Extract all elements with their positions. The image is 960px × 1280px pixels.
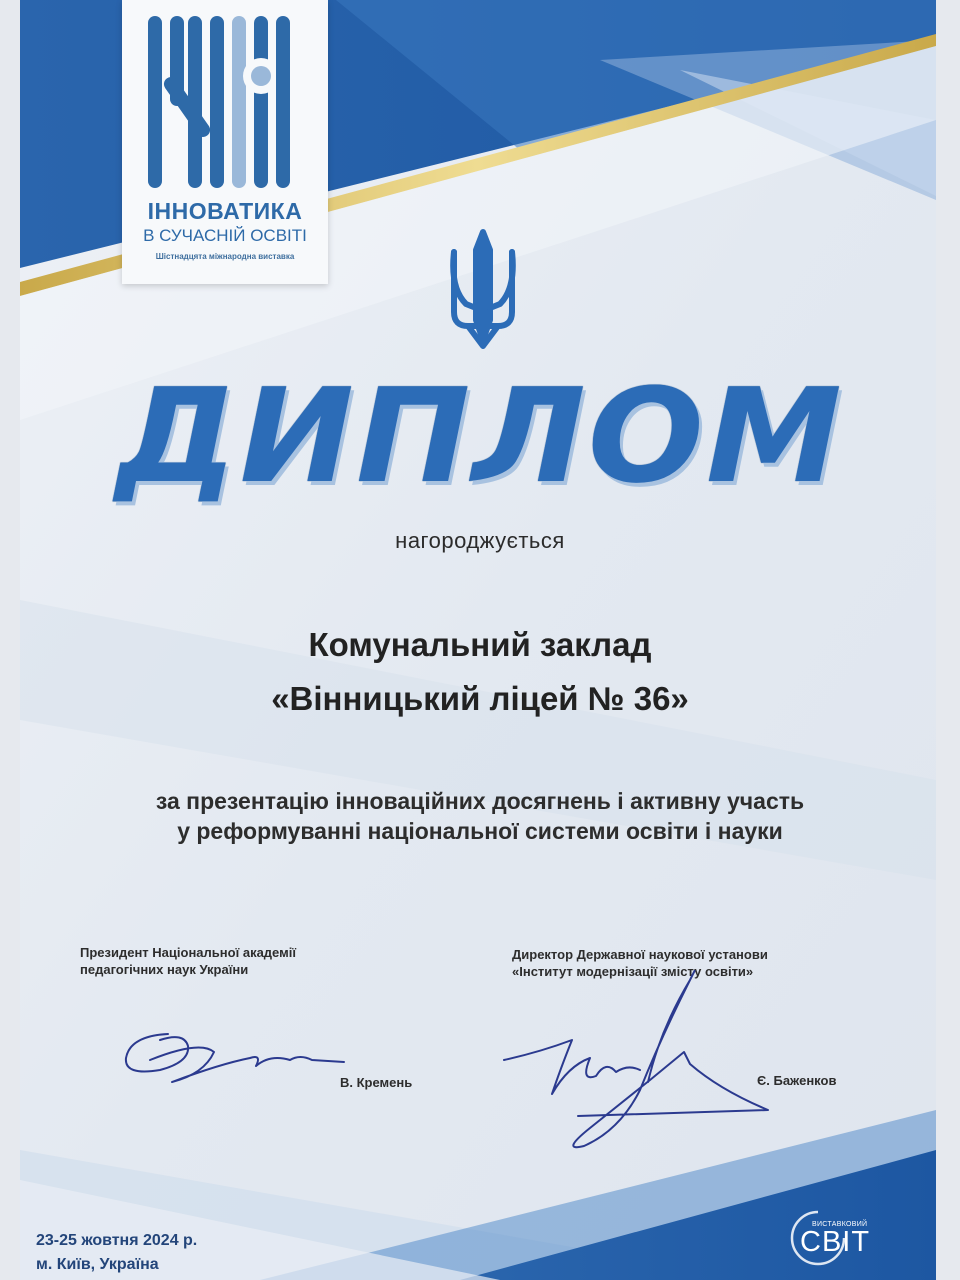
svit-logo-label: ВИСТАВКОВИЙ xyxy=(812,1221,868,1228)
reason-line-2: у реформуванні національної системи освіти і науки xyxy=(177,818,783,844)
reason-line-1: за презентацію інноваційних досягнень і активну участь xyxy=(155,788,805,814)
awarded-text: нагороджується xyxy=(395,528,565,553)
svit-logo-word: СВІТ xyxy=(800,1226,871,1258)
signatory-left-title-line-1: Президент Національної академії xyxy=(80,945,296,960)
exhibition-logo-card xyxy=(122,0,328,284)
signatory-left-name: В. Кремень xyxy=(340,1075,413,1090)
signatory-right-title-line-2: «Інститут модернізації змісту освіти» xyxy=(512,964,754,979)
trident-icon xyxy=(446,228,520,350)
signatory-right-title xyxy=(512,946,768,980)
recipient-line-1: Комунальний заклад xyxy=(308,626,652,663)
recipient-line-2: «Вінницький ліцей № 36» xyxy=(271,680,689,717)
event-dates: 23-25 жовтня 2024 р. xyxy=(36,1232,198,1249)
logo-subtitle: В СУЧАСНІЙ ОСВІТІ xyxy=(143,226,307,245)
signatory-left-title-line-2: педагогічних наук України xyxy=(80,962,249,977)
logo-caption: Шістнадцята міжнародна виставка xyxy=(155,252,295,261)
signatory-right-name: Є. Баженков xyxy=(757,1073,837,1088)
signatory-left-title xyxy=(80,944,296,978)
signatory-right-title-line-1: Директор Державної наукової установи xyxy=(512,947,768,962)
diploma-title: ДИПЛОМ xyxy=(116,360,844,512)
event-place: м. Київ, Україна xyxy=(36,1256,159,1273)
logo-title: ІННОВАТИКА xyxy=(147,198,303,224)
exhibition-logo-icon xyxy=(146,14,304,192)
